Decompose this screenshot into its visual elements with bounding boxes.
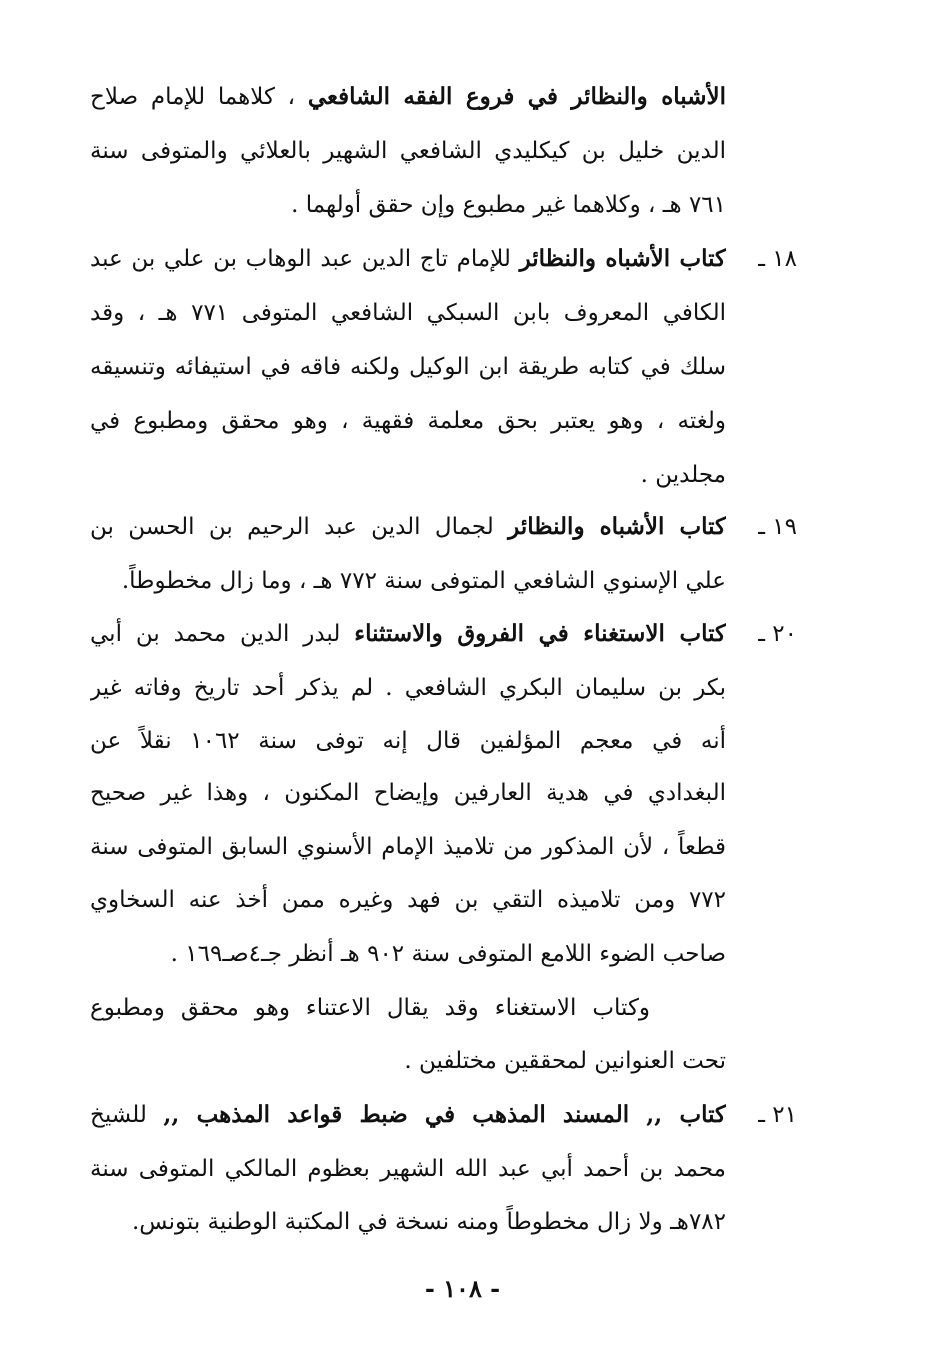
text-line: صاحب الضوء اللامع المتوفى سنة ٩٠٢ هـ أنظر جـ٤صـ١٦٩ . <box>170 941 726 967</box>
text-line: البغدادي في هدية العارفين وإيضاح المكنون ، وهذا غير صحيح <box>90 780 726 806</box>
item-number: ٢٠ ـ <box>758 621 797 647</box>
text-line: وكتاب الاستغناء وقد يقال الاعتناء وهو محقق ومطبوع <box>90 995 650 1021</box>
item-number: ٢١ ـ <box>758 1102 797 1128</box>
text-line: كتاب ,, المسند المذهب في ضبط قواعد المذهب ,, للشيخ <box>90 1101 726 1128</box>
text-line: ٧٦١ هـ ، وكلاهما غير مطبوع وإن حقق أولهما . <box>291 192 726 218</box>
text-line: علي الإسنوي الشافعي المتوفى سنة ٧٧٢ هـ ، وما زال مخطوطاً. <box>121 568 726 594</box>
bold-title: كتاب الأشباه والنظائر <box>508 513 726 540</box>
text-line: ٧٧٢ ومن تلاميذه التقي بن فهد وغيره ممن أخذ عنه السخاوي <box>90 887 726 913</box>
text-line: ٧٨٢هـ ولا زال مخطوطاً ومنه نسخة في المكتبة الوطنية بتونس. <box>131 1209 726 1235</box>
text-line: الأشباه والنظائر في فروع الفقه الشافعي ، كلاهما للإمام صلاح <box>90 83 726 110</box>
text-line: تحت العنوانين لمحققين مختلفين . <box>404 1048 726 1074</box>
text-line: قطعاً ، لأن المذكور من تلاميذ الإمام الأسنوي السابق المتوفى سنة <box>90 834 726 860</box>
item-number: ١٩ ـ <box>758 514 797 540</box>
text-line: كتاب الأشباه والنظائر للإمام تاج الدين عبد الوهاب بن علي بن عبد <box>90 245 726 272</box>
text-line: أنه في معجم المؤلفين قال إنه توفى سنة ١٠٦٢ نقلاً عن <box>90 728 726 754</box>
text-line: سلك في كتابه طريقة ابن الوكيل ولكنه فاقه في استيفائه وتنسيقه <box>90 354 726 380</box>
text-line: كتاب الاستغناء في الفروق والاستثناء لبدر الدين محمد بن أبي <box>90 620 726 647</box>
bold-title: الأشباه والنظائر في فروع الفقه الشافعي <box>307 83 726 110</box>
text-line: محمد بن أحمد أبي عبد الله الشهير بعظوم المالكي المتوفى سنة <box>90 1156 726 1182</box>
text-line: مجلدين . <box>640 462 726 488</box>
text-line: الكافي المعروف بابن السبكي الشافعي المتوفى ٧٧١ هـ ، وقد <box>90 300 726 326</box>
bold-title: كتاب الاستغناء في الفروق والاستثناء <box>354 620 726 647</box>
text-line: بكر بن سليمان البكري الشافعي . لم يذكر أحد تاريخ وفاته غير <box>90 675 726 701</box>
text-line: ولغته ، وهو يعتبر بحق معلمة فقهية ، وهو محقق ومطبوع في <box>90 408 726 434</box>
item-number: ١٨ ـ <box>758 246 797 272</box>
page-number: - ١٠٨ - <box>424 1274 501 1303</box>
bold-title: كتاب ,, المسند المذهب في ضبط قواعد المذهب ,, <box>163 1101 726 1128</box>
bold-title: كتاب الأشباه والنظائر <box>519 245 726 272</box>
text-line: الدين خليل بن كيكليدي الشافعي الشهير بالعلائي والمتوفى سنة <box>90 138 726 164</box>
text-line: كتاب الأشباه والنظائر لجمال الدين عبد الرحيم بن الحسن بن <box>90 513 726 540</box>
